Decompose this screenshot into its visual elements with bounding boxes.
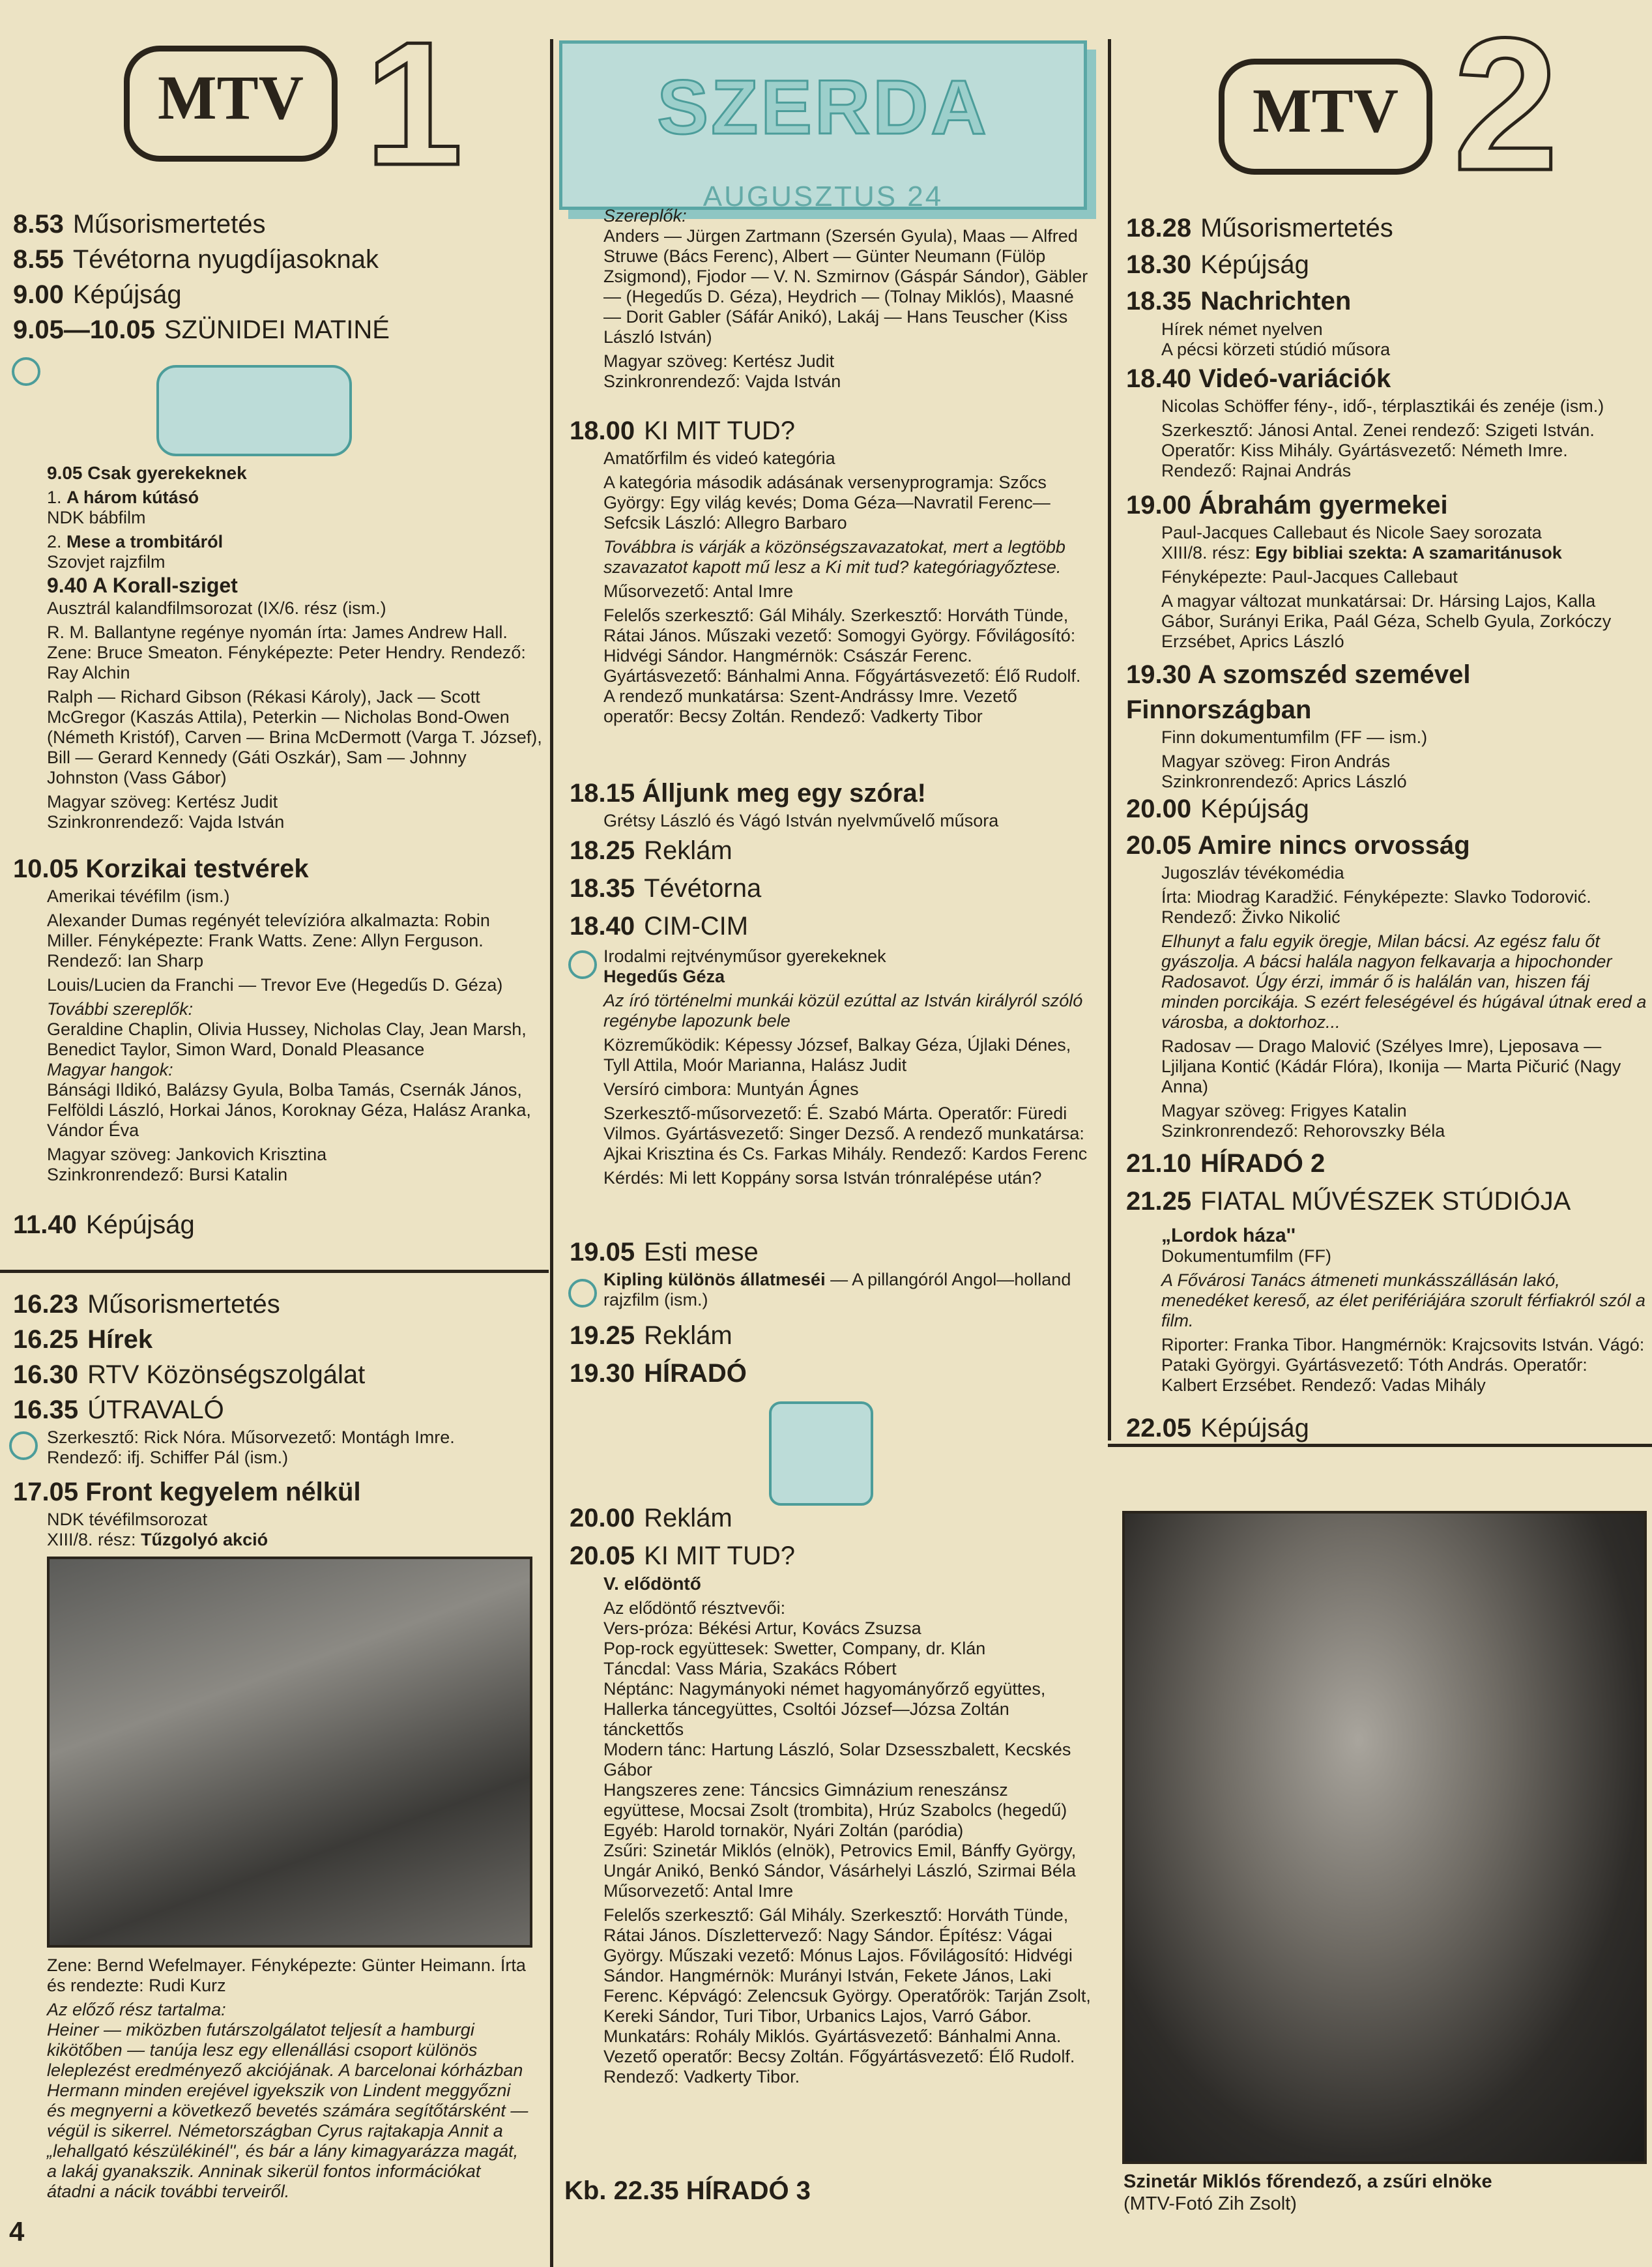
schedule-row: 22.05 Képújság bbox=[1126, 1414, 1309, 1442]
mtv2-logo: MTV bbox=[1219, 59, 1432, 175]
schedule-row: 18.35 Tévétorna bbox=[570, 874, 762, 903]
program-story: Továbbra is várják a közönségszavazatokat, mert a legtöbb szavazatot kapott mű lesz a Ki mit tud? kategóriagyőztese. bbox=[603, 537, 1065, 577]
program-desc: Irodalmi rejtvényműsor gyerekeknek bbox=[603, 946, 886, 966]
program-part: XIII/8. rész: Tűzgolyó akció bbox=[47, 1530, 268, 1549]
schedule-row: 16.30 RTV Közönségszolgálat bbox=[13, 1360, 366, 1389]
program-line: Egyéb: Harold tornakör, Nyári Zoltán (paródia) bbox=[603, 1821, 964, 1840]
schedule-row: 10.05 Korzikai testvérek bbox=[13, 855, 309, 883]
program-text: A kategória második adásának versenyprogramja: Szőcs György: Egy világ kevés; Doma Géza—Navratil Ferenc—Sefcsik László: Allegro Barbaro bbox=[603, 473, 1051, 533]
schedule-row: 18.28 Műsorismertetés bbox=[1126, 214, 1393, 242]
schedule-row: 20.00 Képújság bbox=[1126, 795, 1309, 823]
schedule-row: 17.05 Front kegyelem nélkül bbox=[13, 1478, 361, 1506]
children-program-icon bbox=[12, 357, 40, 386]
program-desc: Amatőrfilm és videó kategória bbox=[603, 448, 835, 468]
program-desc: Szovjet rajzfilm bbox=[47, 552, 166, 572]
col3-list2 bbox=[1126, 1145, 1647, 1220]
program-cast: Anders — Jürgen Zartmann (Szersén Gyula), Maas — Alfred Struwe (Bács Ferenc), Albert — Günter Neumann (Fülöp Zsigmond), Fjodor — V. N. Szmirnov (Gáspár Sándor), Gäbler — (Hegedűs D. Géza), Heydrich — (Tolnay Miklós), Maasné — Dorit Gabler (Sáfár Anikó), Lakáj — Hans Teuscher (Kiss László István) bbox=[603, 226, 1088, 347]
page-number: 4 bbox=[9, 2216, 25, 2247]
program-line: Vers-próza: Békési Artur, Kovács Zsuzsa bbox=[603, 1618, 921, 1638]
program-label: Magyar hangok: bbox=[47, 1060, 173, 1079]
col1-matine bbox=[47, 463, 542, 832]
program-marker-icon bbox=[9, 1431, 38, 1460]
date-title: AUGUSZTUS 24 bbox=[703, 181, 944, 212]
program-subtitle: V. elődöntő bbox=[603, 1573, 701, 1594]
program-desc: Jugoszláv tévékomédia bbox=[1161, 863, 1344, 883]
program-line: Néptánc: Nagymányoki német hagyományőrző együttes, Hallerka táncegyüttes, Csoltói József—Józsa Zoltán tánckettős bbox=[603, 1679, 1046, 1739]
program-credits: Magyar szöveg: Frigyes Katalin bbox=[1161, 1101, 1407, 1120]
photo-caption: Szinetár Miklós főrendező, a zsűri elnöke bbox=[1123, 2171, 1492, 2192]
schedule-row: 20.00 Reklám bbox=[570, 1504, 732, 1532]
program-line: Felelős szerkesztő: Gál Mihály. Szerkesztő: Horváth Tünde, Rátai János. Díszlettervező: Nagy Sándor. Építész: Vágai György. Műszaki vezető: Mónus Lajos. Fővilágosító: Hidvégi Sándor. Hangmérnök: Murányi István, Fekete János, Laki Ferenc. Képvágó: Zelencsuk György. Operatőrök: Tarján Zsolt, Kereki Sándor, Turi Tibor, Urbanics Lajos, Varró Gábor. Munkatárs: Rohály Miklós. Gyártásvezető: Bánhalmi Anna. Vezető operatőr: Becsy Zoltán. Főgyártásvezető: Élő Rudolf. Rendező: Vadkerty Tibor. bbox=[603, 1905, 1091, 2086]
mtv2-number: 2 bbox=[1453, 0, 1559, 210]
program-cast: Ralph — Richard Gibson (Rékasi Károly), Jack — Scott McGregor (Kaszás Attila), Peterkin — Nicholas Bond-Owen (Németh Kristóf), Carven — Brina McDermott (Varga T. József), Bill — Gerard Kennedy (Gáti Oszkár), Sam — Johnny Johnston (Vass Gábor) bbox=[47, 687, 542, 787]
program-credits: Szerkesztő-műsorvezető: É. Szabó Márta. Operatőr: Füredi Vilmos. Gyártásvezető: Singer Dezső. A rendező munkatársa: Ajkai Krisztina és Cs. Farkas Mihály. Rendező: Kardos Ferenc bbox=[603, 1104, 1088, 1163]
schedule-row: 16.35 ÚTRAVALÓ bbox=[13, 1396, 224, 1424]
program-credits: Szerkesztő: Rick Nóra. Műsorvezető: Montágh Imre. Rendező: ifj. Schiffer Pál (ism.) bbox=[47, 1427, 455, 1467]
schedule-row: 18.40 CIM-CIM bbox=[570, 912, 749, 941]
col1-kepujsag bbox=[13, 1207, 534, 1242]
program-credits: Magyar szöveg: Jankovich Krisztina bbox=[47, 1145, 327, 1164]
program-credits: Szinkronrendező: Vajda István bbox=[603, 372, 841, 391]
program-desc: Grétsy László és Vágó István nyelvművelő műsora bbox=[603, 811, 999, 830]
schedule-row: 8.55 Tévétorna nyugdíjasoknak bbox=[13, 245, 379, 274]
schedule-row: 11.40 Képújság bbox=[13, 1210, 195, 1239]
program-label: Az előző rész tartalma: bbox=[47, 2000, 226, 2019]
schedule-row: 21.25 FIATAL MŰVÉSZEK STÚDIÓJA bbox=[1126, 1187, 1571, 1216]
col2-cast bbox=[603, 206, 1091, 392]
program-title: „Lordok háza'' bbox=[1161, 1225, 1296, 1246]
schedule-row: 18.25 Reklám bbox=[570, 836, 732, 865]
schedule-row: 19.25 Reklám bbox=[570, 1321, 732, 1350]
program-credits: Magyar szöveg: Firon András bbox=[1161, 752, 1391, 771]
col2-kimittud2 bbox=[570, 1538, 1091, 2087]
day-header bbox=[559, 40, 1087, 210]
col3-kepujsag2 bbox=[1126, 1411, 1647, 1446]
program-credits: A magyar változat munkatársai: Dr. Hársing Lajos, Kalla Gábor, Surányi Erika, Paál Géza, Schelb Gyula, Zorkóczy Erzsébet, Aprics László bbox=[1161, 591, 1612, 651]
mtv1-logo: MTV bbox=[124, 46, 338, 162]
program-desc: Finn dokumentumfilm (FF — ism.) bbox=[1161, 727, 1428, 747]
program-item: 2. Mese a trombitáról bbox=[47, 532, 224, 551]
program-line: Zsűri: Szinetár Miklós (elnök), Petrovics Emil, Bánffy György, Ungár Anikó, Benkó Sándor, Vásárhelyi László, Szirmai Béla bbox=[603, 1841, 1077, 1880]
col3-lordok bbox=[1161, 1225, 1647, 1396]
program-line: Az elődöntő résztvevői: bbox=[603, 1598, 786, 1618]
col3-kepujsag bbox=[1126, 791, 1647, 826]
front-photo bbox=[47, 1557, 532, 1948]
schedule-row: 9.05—10.05 SZÜNIDEI MATINÉ bbox=[13, 315, 390, 344]
col3-abraham bbox=[1126, 488, 1647, 652]
matine-illustration bbox=[156, 365, 352, 456]
col2-alljunk bbox=[570, 776, 1091, 831]
program-cast: Radosav — Drago Malović (Szélyes Imre), Ljeposava — Ljiljana Kontić (Kádár Flóra), Ikonija — Marta Pičurić (Nagy Anna) bbox=[1161, 1036, 1621, 1096]
program-credits: Magyar szöveg: Kertész Judit bbox=[603, 351, 835, 371]
program-text: Kérdés: Mi lett Koppány sorsa István trónralépése után? bbox=[603, 1168, 1042, 1188]
program-story: Heiner — miközben futárszolgálatot teljesít a hamburgi kikötőben — tanúja lesz egy ellenállási csoport különös leleplezést eredményező akciójának. A barcelonai kórházban Hermann minden erejével igyekszik von Lindent meggyőzni és megnyerni a következő bevetés számára segítőtársként — végül is sikerrel. Németországban Cyrus rajtakapja Annit a „lehallgató készülékinél'', és bár a lány kimagyarázza magát, a lakáj gyanakszik. Anninak sikerül fontos információkat átadni a nácik további terveiről. bbox=[47, 2020, 529, 2201]
column-divider-left bbox=[550, 39, 553, 2267]
program-credits: Riporter: Franka Tibor. Hangmérnök: Krajcsovits István. Vágó: Pataki Györgyi. Gyártásvezető: Tóth András. Operatőr: Kalbert Erzsébet. Rendező: Vadas Mihály bbox=[1161, 1335, 1645, 1395]
program-desc: NDK tévéfilmsorozat bbox=[47, 1510, 208, 1529]
program-cast: Bánsági Ildikó, Balázsy Gyula, Bolba Tamás, Csernák János, Felföldi László, Horkai János, Koroknay Géza, Halász Aranka, Vándor Éva bbox=[47, 1080, 531, 1140]
schedule-row: 19.30 A szomszéd szemével Finnországban bbox=[1126, 660, 1471, 724]
program-cast: Geraldine Chaplin, Olivia Hussey, Nicholas Clay, Jean Marsh, Benedict Taylor, Simon Ward, Donald Pleasance bbox=[47, 1019, 527, 1059]
program-label: További szereplők: bbox=[47, 999, 194, 1019]
szinetar-photo bbox=[1122, 1511, 1647, 2164]
program-credits: Közreműködik: Képessy József, Balkay Géza, Újlaki Dénes, Tyll Attila, Moór Marianna, Halász Judit bbox=[603, 1035, 1071, 1075]
col3-szomszed bbox=[1126, 657, 1647, 792]
col2-kimittud bbox=[570, 413, 1091, 727]
col2-estimese bbox=[570, 1235, 1091, 1310]
program-credits: Felelős szerkesztő: Gál Mihály. Szerkesztő: Horváth Tünde, Rátai János. Műszaki vezető: Somogyi György. Fővilágosító: Hidvégi Sándor. Hangmérnök: Császár Ferenc. Gyártásvezető: Bánhalmi Anna. Főgyártásvezető: Élő Rudolf. A rendező munkatársa: Szent-Andrássy Imre. Vezető operatőr: Becsy Zoltán. Rendező: Vadkerty Tibor bbox=[603, 606, 1081, 726]
program-item: 1. A három kútásó bbox=[47, 488, 199, 507]
day-title: SZERDA bbox=[657, 65, 989, 151]
col3-list1 bbox=[1126, 210, 1647, 360]
schedule-row: 9.00 Képújság bbox=[13, 280, 182, 309]
col1-afternoon-list bbox=[13, 1287, 534, 1468]
program-line: Pop-rock együttesek: Swetter, Company, dr. Klán bbox=[603, 1639, 986, 1658]
program-desc: Dokumentumfilm (FF) bbox=[1161, 1246, 1332, 1266]
col1-front-credits bbox=[47, 1955, 532, 2202]
esti-mese-illustration bbox=[769, 1401, 873, 1506]
col2-closing bbox=[564, 2173, 1086, 2208]
program-credits: Szinkronrendező: Bursi Katalin bbox=[47, 1165, 288, 1184]
col1-front bbox=[13, 1474, 534, 1550]
col3-amire bbox=[1126, 828, 1647, 1141]
schedule-row: 18.35 Nachrichten bbox=[1126, 287, 1352, 315]
program-desc: Kipling különös állatmeséi — A pillangóról Angol—holland rajzfilm (ism.) bbox=[603, 1270, 1071, 1309]
schedule-row: 19.05 Esti mese bbox=[570, 1238, 759, 1266]
col3-caption bbox=[1123, 2171, 1648, 2215]
program-credits: Versíró cimbora: Muntyán Ágnes bbox=[603, 1079, 859, 1099]
program-credits: Szerkesztő: Jánosi Antal. Zenei rendező: Szigeti István. Operatőr: Kiss Mihály. Gyártásvezető: Németh Imre. Rendező: Rajnai András bbox=[1161, 420, 1595, 480]
col1-morning-list bbox=[13, 207, 534, 347]
program-credits: Zene: Bernd Wefelmayer. Fényképezte: Günter Heimann. Írta és rendezte: Rudi Kurz bbox=[47, 1955, 526, 1995]
program-desc: Ausztrál kalandfilmsorozat (IX/6. rész (ism.) bbox=[47, 598, 386, 618]
program-desc: Nicolas Schöffer fény-, idő-, térplasztikái és zenéje (ism.) bbox=[1161, 396, 1604, 416]
col3-video bbox=[1126, 361, 1647, 481]
program-line: Műsorvezető: Antal Imre bbox=[603, 1881, 794, 1901]
program-story: Az író történelmi munkái közül ezúttal az István királyról szóló regénybe lapozunk bele bbox=[603, 991, 1083, 1031]
schedule-row: 21.10 HÍRADÓ 2 bbox=[1126, 1149, 1326, 1178]
section-divider-col1 bbox=[0, 1270, 549, 1273]
col2-list2 bbox=[570, 1317, 1091, 1392]
program-credits: Írta: Miodrag Karadžić. Fényképezte: Slavko Todorović. Rendező: Živko Nikolić bbox=[1161, 887, 1591, 927]
schedule-row: 20.05 KI MIT TUD? bbox=[570, 1542, 796, 1570]
program-title: 9.05 Csak gyerekeknek bbox=[47, 463, 247, 483]
schedule-row: 18.15 Álljunk meg egy szóra! bbox=[570, 779, 926, 808]
col2-cimcim bbox=[603, 946, 1091, 1188]
schedule-row: 19.00 Ábrahám gyermekei bbox=[1126, 491, 1448, 519]
col2-list1 bbox=[570, 832, 1091, 945]
schedule-row: 16.23 Műsorismertetés bbox=[13, 1290, 280, 1319]
col2-reklam2 bbox=[570, 1500, 1091, 1536]
col1-korzikai bbox=[13, 851, 534, 1185]
program-cast: Louis/Lucien da Franchi — Trevor Eve (Hegedűs D. Géza) bbox=[47, 975, 503, 995]
program-desc: NDK bábfilm bbox=[47, 508, 146, 527]
program-credits: Szinkronrendező: Vajda István bbox=[47, 812, 285, 832]
program-credits: Alexander Dumas regényét televízióra alkalmazta: Robin Miller. Fényképezte: Frank Watts. Zene: Allyn Ferguson. Rendező: Ian Sharp bbox=[47, 911, 490, 971]
schedule-row: 18.40 Videó-variációk bbox=[1126, 364, 1391, 393]
mtv1-number: 1 bbox=[365, 6, 463, 202]
schedule-row: 18.00 KI MIT TUD? bbox=[570, 417, 796, 445]
program-credits: Magyar szöveg: Kertész Judit bbox=[47, 792, 278, 812]
schedule-row: 19.30 HÍRADÓ bbox=[570, 1359, 747, 1388]
schedule-row: 18.30 Képújság bbox=[1126, 250, 1309, 279]
program-line: Táncdal: Vass Mária, Szakács Róbert bbox=[603, 1659, 897, 1678]
program-desc: Amerikai tévéfilm (ism.) bbox=[47, 886, 230, 906]
program-marker-icon bbox=[568, 1279, 597, 1308]
schedule-row: 20.05 Amire nincs orvosság bbox=[1126, 831, 1470, 860]
program-desc: Hírek német nyelven bbox=[1161, 319, 1323, 339]
program-credits: Szinkronrendező: Rehorovszky Béla bbox=[1161, 1121, 1445, 1141]
photo-credit: (MTV-Fotó Zih Zsolt) bbox=[1123, 2193, 1297, 2214]
program-story: A Fővárosi Tanács átmeneti munkásszállásán lakó, menedéket kereső, az élet perifériájára szorult férfiakról szól a film. bbox=[1161, 1270, 1645, 1330]
program-credits: R. M. Ballantyne regénye nyomán írta: James Andrew Hall. Zene: Bruce Smeaton. Fényképezte: Peter Hendry. Rendező: Ray Alchin bbox=[47, 622, 526, 682]
program-story: Elhunyt a falu egyik öregje, Milan bácsi. Az egész falu őt gyászolja. A bácsi halála nagyon felkavarja a hipochonder Radosavot. Úgy érzi, immár ő is halálán van, hiszen fáj minden porcikája. S ezért feleségével és húgával útnak ered a városba, a doktorhoz... bbox=[1161, 931, 1647, 1032]
program-line: Hangszeres zene: Táncsics Gimnázium reneszánsz együttese, Mocsai Zsolt (trombita), Hrúz Szabolcs (hegedű) bbox=[603, 1780, 1067, 1820]
program-host: Hegedűs Géza bbox=[603, 967, 725, 986]
program-credits: Szinkronrendező: Aprics László bbox=[1161, 772, 1407, 791]
program-part: XIII/8. rész: Egy bibliai szekta: A szamaritánusok bbox=[1161, 543, 1562, 563]
schedule-row: 16.25 Hírek bbox=[13, 1325, 153, 1354]
program-label: Szereplők: bbox=[603, 206, 687, 226]
program-title: 9.40 A Korall-sziget bbox=[47, 574, 238, 597]
program-credits: Műsorvezető: Antal Imre bbox=[603, 581, 794, 601]
column-divider-right bbox=[1108, 39, 1111, 1441]
program-credits: Fényképezte: Paul-Jacques Callebaut bbox=[1161, 567, 1458, 587]
schedule-row: 8.53 Műsorismertetés bbox=[13, 210, 266, 239]
program-desc: Paul-Jacques Callebaut és Nicole Saey sorozata bbox=[1161, 523, 1542, 542]
program-marker-icon bbox=[568, 950, 597, 979]
program-line: Modern tánc: Hartung László, Solar Dzsesszbalett, Kecskés Gábor bbox=[603, 1740, 1071, 1779]
program-desc: A pécsi körzeti stúdió műsora bbox=[1161, 340, 1391, 359]
schedule-row: Kb. 22.35 HÍRADÓ 3 bbox=[564, 2176, 811, 2205]
